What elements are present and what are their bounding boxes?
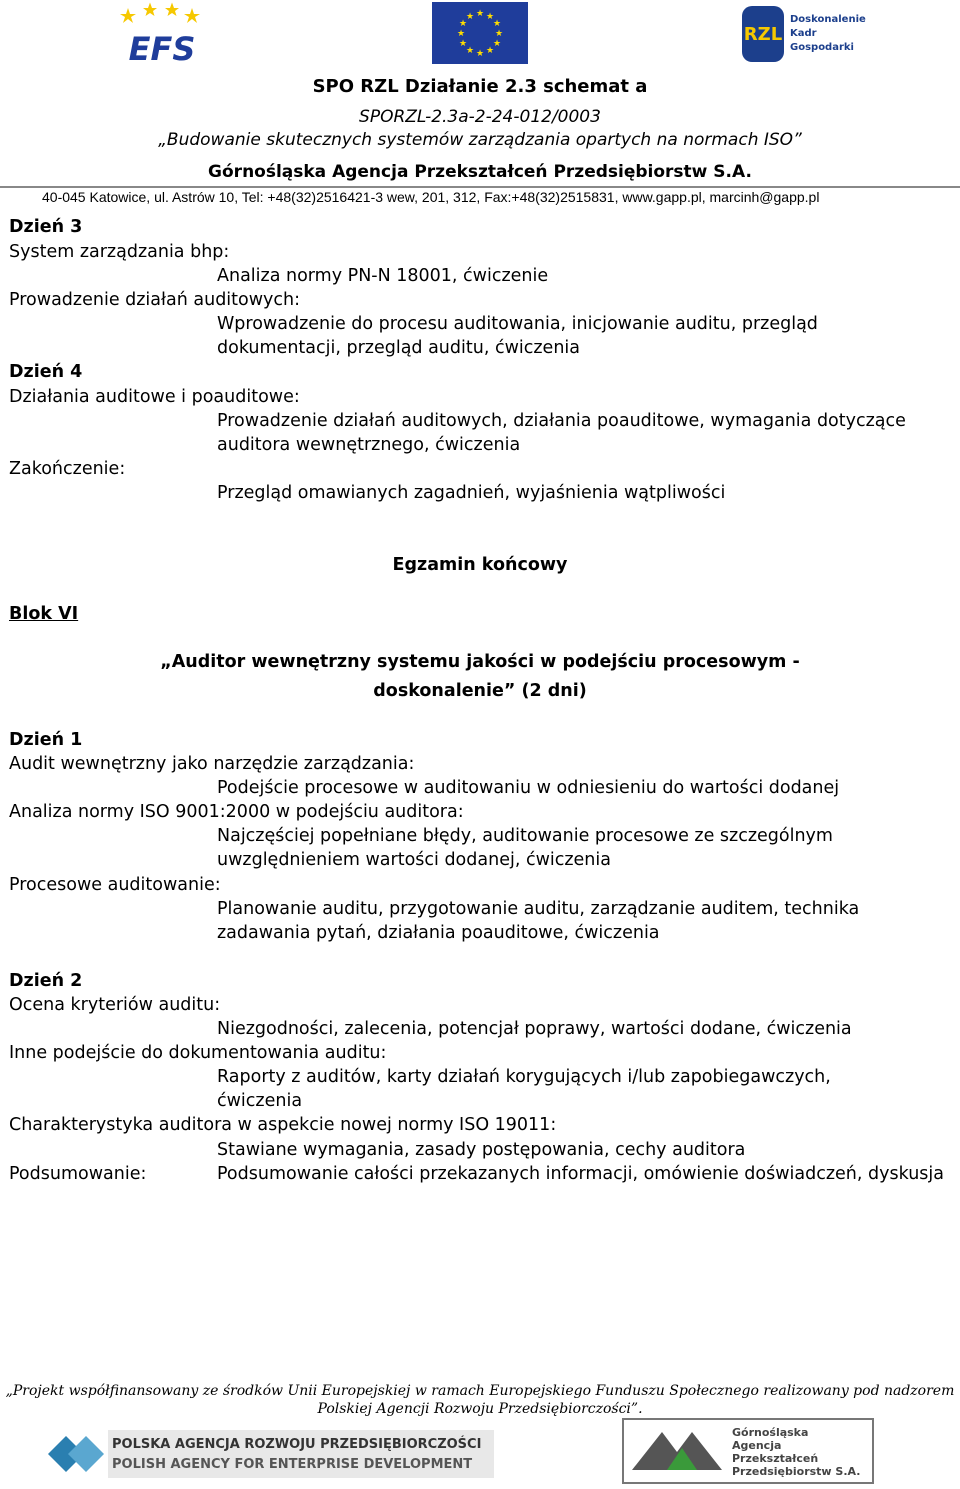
svg-text:★: ★ bbox=[492, 19, 502, 29]
bday1-item-2-label: Analiza normy ISO 9001:2000 w podejściu auditora: bbox=[9, 802, 464, 822]
day4-item-2-text: Przegląd omawianych zagadnień, wyjaśnienia wątpliwości bbox=[217, 483, 726, 503]
bday2-item-4-label: Podsumowanie: bbox=[9, 1164, 147, 1184]
dkg-line-3: Gospodarki bbox=[790, 42, 854, 53]
svg-text:★: ★ bbox=[475, 9, 485, 19]
bday1-item-3-text-1: Planowanie auditu, przygotowanie auditu, zarządzanie auditem, technika bbox=[217, 899, 860, 919]
bday2-item-1-text: Niezgodności, zalecenia, potencjał poprawy, wartości dodane, ćwiczenia bbox=[217, 1019, 852, 1039]
svg-text:★: ★ bbox=[492, 39, 502, 49]
day3-item-2-text-1: Wprowadzenie do procesu auditowania, inicjowanie auditu, przegląd bbox=[217, 314, 818, 334]
parp-name-en: POLISH AGENCY FOR ENTERPRISE DEVELOPMENT bbox=[112, 1457, 473, 1472]
svg-text:RZL: RZL bbox=[743, 24, 783, 45]
dkg-logo bbox=[740, 2, 870, 66]
contact-address: 40-045 Katowice, ul. Astrów 10, Tel: +48(32)2516421-3 wew, 201, 312, Fax:+48(32)2515831, www.gapp.pl, marcinh@gapp.pl bbox=[42, 189, 820, 205]
svg-text:★: ★ bbox=[485, 12, 495, 22]
day3-item-1-text: Analiza normy PN-N 18001, ćwiczenie bbox=[217, 266, 549, 286]
svg-text:★: ★ bbox=[465, 46, 475, 56]
svg-text:★: ★ bbox=[465, 12, 475, 22]
bday2-item-4-text: Podsumowanie całości przekazanych informacji, omówienie doświadczeń, dyskusja bbox=[217, 1164, 944, 1184]
project-title: „Budowanie skutecznych systemów zarządzania opartych na normach ISO” bbox=[158, 130, 802, 150]
bday2-item-3-text: Stawiane wymagania, zasady postępowania, cechy auditora bbox=[217, 1140, 746, 1160]
day4-item-1-label: Działania auditowe i poauditowe: bbox=[9, 387, 300, 407]
day4-item-1-text-1: Prowadzenie działań auditowych, działania poauditowe, wymagania dotyczące bbox=[217, 411, 906, 431]
bday2-item-3-label: Charakterystyka auditora w aspekcie nowej normy ISO 19011: bbox=[9, 1115, 557, 1135]
svg-text:★: ★ bbox=[494, 29, 504, 39]
bday1-item-2-text-2: uwzględnieniem wartości dodanej, ćwiczenia bbox=[217, 850, 611, 870]
bday2-item-2-text-1: Raporty z auditów, karty działań korygujących i/lub zapobiegawczych, bbox=[217, 1067, 831, 1087]
dkg-line-2: Kadr bbox=[790, 28, 817, 39]
day3-item-2-label: Prowadzenie działań auditowych: bbox=[9, 290, 301, 310]
day4-heading: Dzień 4 bbox=[9, 362, 83, 382]
bday1-item-3-text-2: zadawania pytań, działania poauditowe, ćwiczenia bbox=[217, 923, 660, 943]
bday1-item-3-label: Procesowe auditowanie: bbox=[9, 875, 221, 895]
day3-heading: Dzień 3 bbox=[9, 217, 83, 237]
bday2-item-2-label: Inne podejście do dokumentowania auditu: bbox=[9, 1043, 387, 1063]
svg-text:★: ★ bbox=[475, 49, 485, 59]
block-title-line-1: „Auditor wewnętrzny systemu jakości w podejściu procesowym - bbox=[160, 652, 800, 672]
gapp-line-4: Przedsiębiorstw S.A. bbox=[732, 1465, 861, 1478]
footer-note-line-1: „Projekt współfinansowany ze środków Unii Europejskiej w ramach Europejskiego Funduszu Społecznego realizowany pod nadzorem bbox=[5, 1383, 955, 1399]
program-title: SPO RZL Działanie 2.3 schemat a bbox=[312, 76, 648, 97]
day3-item-1-label: System zarządzania bhp: bbox=[9, 242, 230, 262]
gapp-line-1: Górnośląska bbox=[732, 1426, 809, 1439]
footer-note-line-2: Polskiej Agencji Rozwoju Przedsiębiorczości”. bbox=[317, 1401, 643, 1417]
svg-text:★: ★ bbox=[485, 46, 495, 56]
bday2-item-1-label: Ocena kryteriów auditu: bbox=[9, 995, 221, 1015]
bday1-item-1-text: Podejście procesowe w auditowaniu w odniesieniu do wartości dodanej bbox=[217, 778, 840, 798]
bday1-item-2-text-1: Najczęściej popełniane błędy, auditowanie procesowe ze szczególnym bbox=[217, 826, 833, 846]
svg-text:★: ★ bbox=[458, 19, 468, 29]
block-label: Blok VI bbox=[9, 604, 79, 624]
project-code: SPORZL-2.3a-2-24-012/0003 bbox=[359, 107, 601, 127]
day3-item-2-text-2: dokumentacji, przegląd auditu, ćwiczenia bbox=[217, 338, 580, 358]
bday1-item-1-label: Audit wewnętrzny jako narzędzie zarządzania: bbox=[9, 754, 415, 774]
bday2-item-2-text-2: ćwiczenia bbox=[217, 1091, 303, 1111]
gapp-line-3: Przekształceń bbox=[732, 1452, 819, 1465]
parp-logo bbox=[42, 1424, 498, 1482]
organization-name: Górnośląska Agencja Przekształceń Przedsiębiorstw S.A. bbox=[208, 162, 752, 182]
header-divider bbox=[0, 186, 960, 188]
dkg-line-1: Doskonalenie bbox=[790, 14, 866, 25]
svg-text:★: ★ bbox=[458, 39, 468, 49]
svg-text:★: ★ bbox=[456, 29, 466, 39]
efs-logo-text: EFS bbox=[128, 30, 196, 66]
day4-item-1-text-2: auditora wewnętrznego, ćwiczenia bbox=[217, 435, 521, 455]
gapp-logo bbox=[622, 1418, 874, 1484]
bday1-heading: Dzień 1 bbox=[9, 730, 83, 750]
block-title-line-2: doskonalenie” (2 dni) bbox=[373, 681, 587, 701]
eu-flag-logo bbox=[432, 2, 528, 64]
bday2-heading: Dzień 2 bbox=[9, 971, 83, 991]
exam-heading: Egzamin końcowy bbox=[392, 555, 568, 575]
parp-name-pl: POLSKA AGENCJA ROZWOJU PRZEDSIĘBIORCZOŚCI bbox=[112, 1437, 482, 1452]
gapp-line-2: Agencja bbox=[732, 1439, 782, 1452]
day4-item-2-label: Zakończenie: bbox=[9, 459, 126, 479]
efs-logo bbox=[112, 2, 212, 66]
